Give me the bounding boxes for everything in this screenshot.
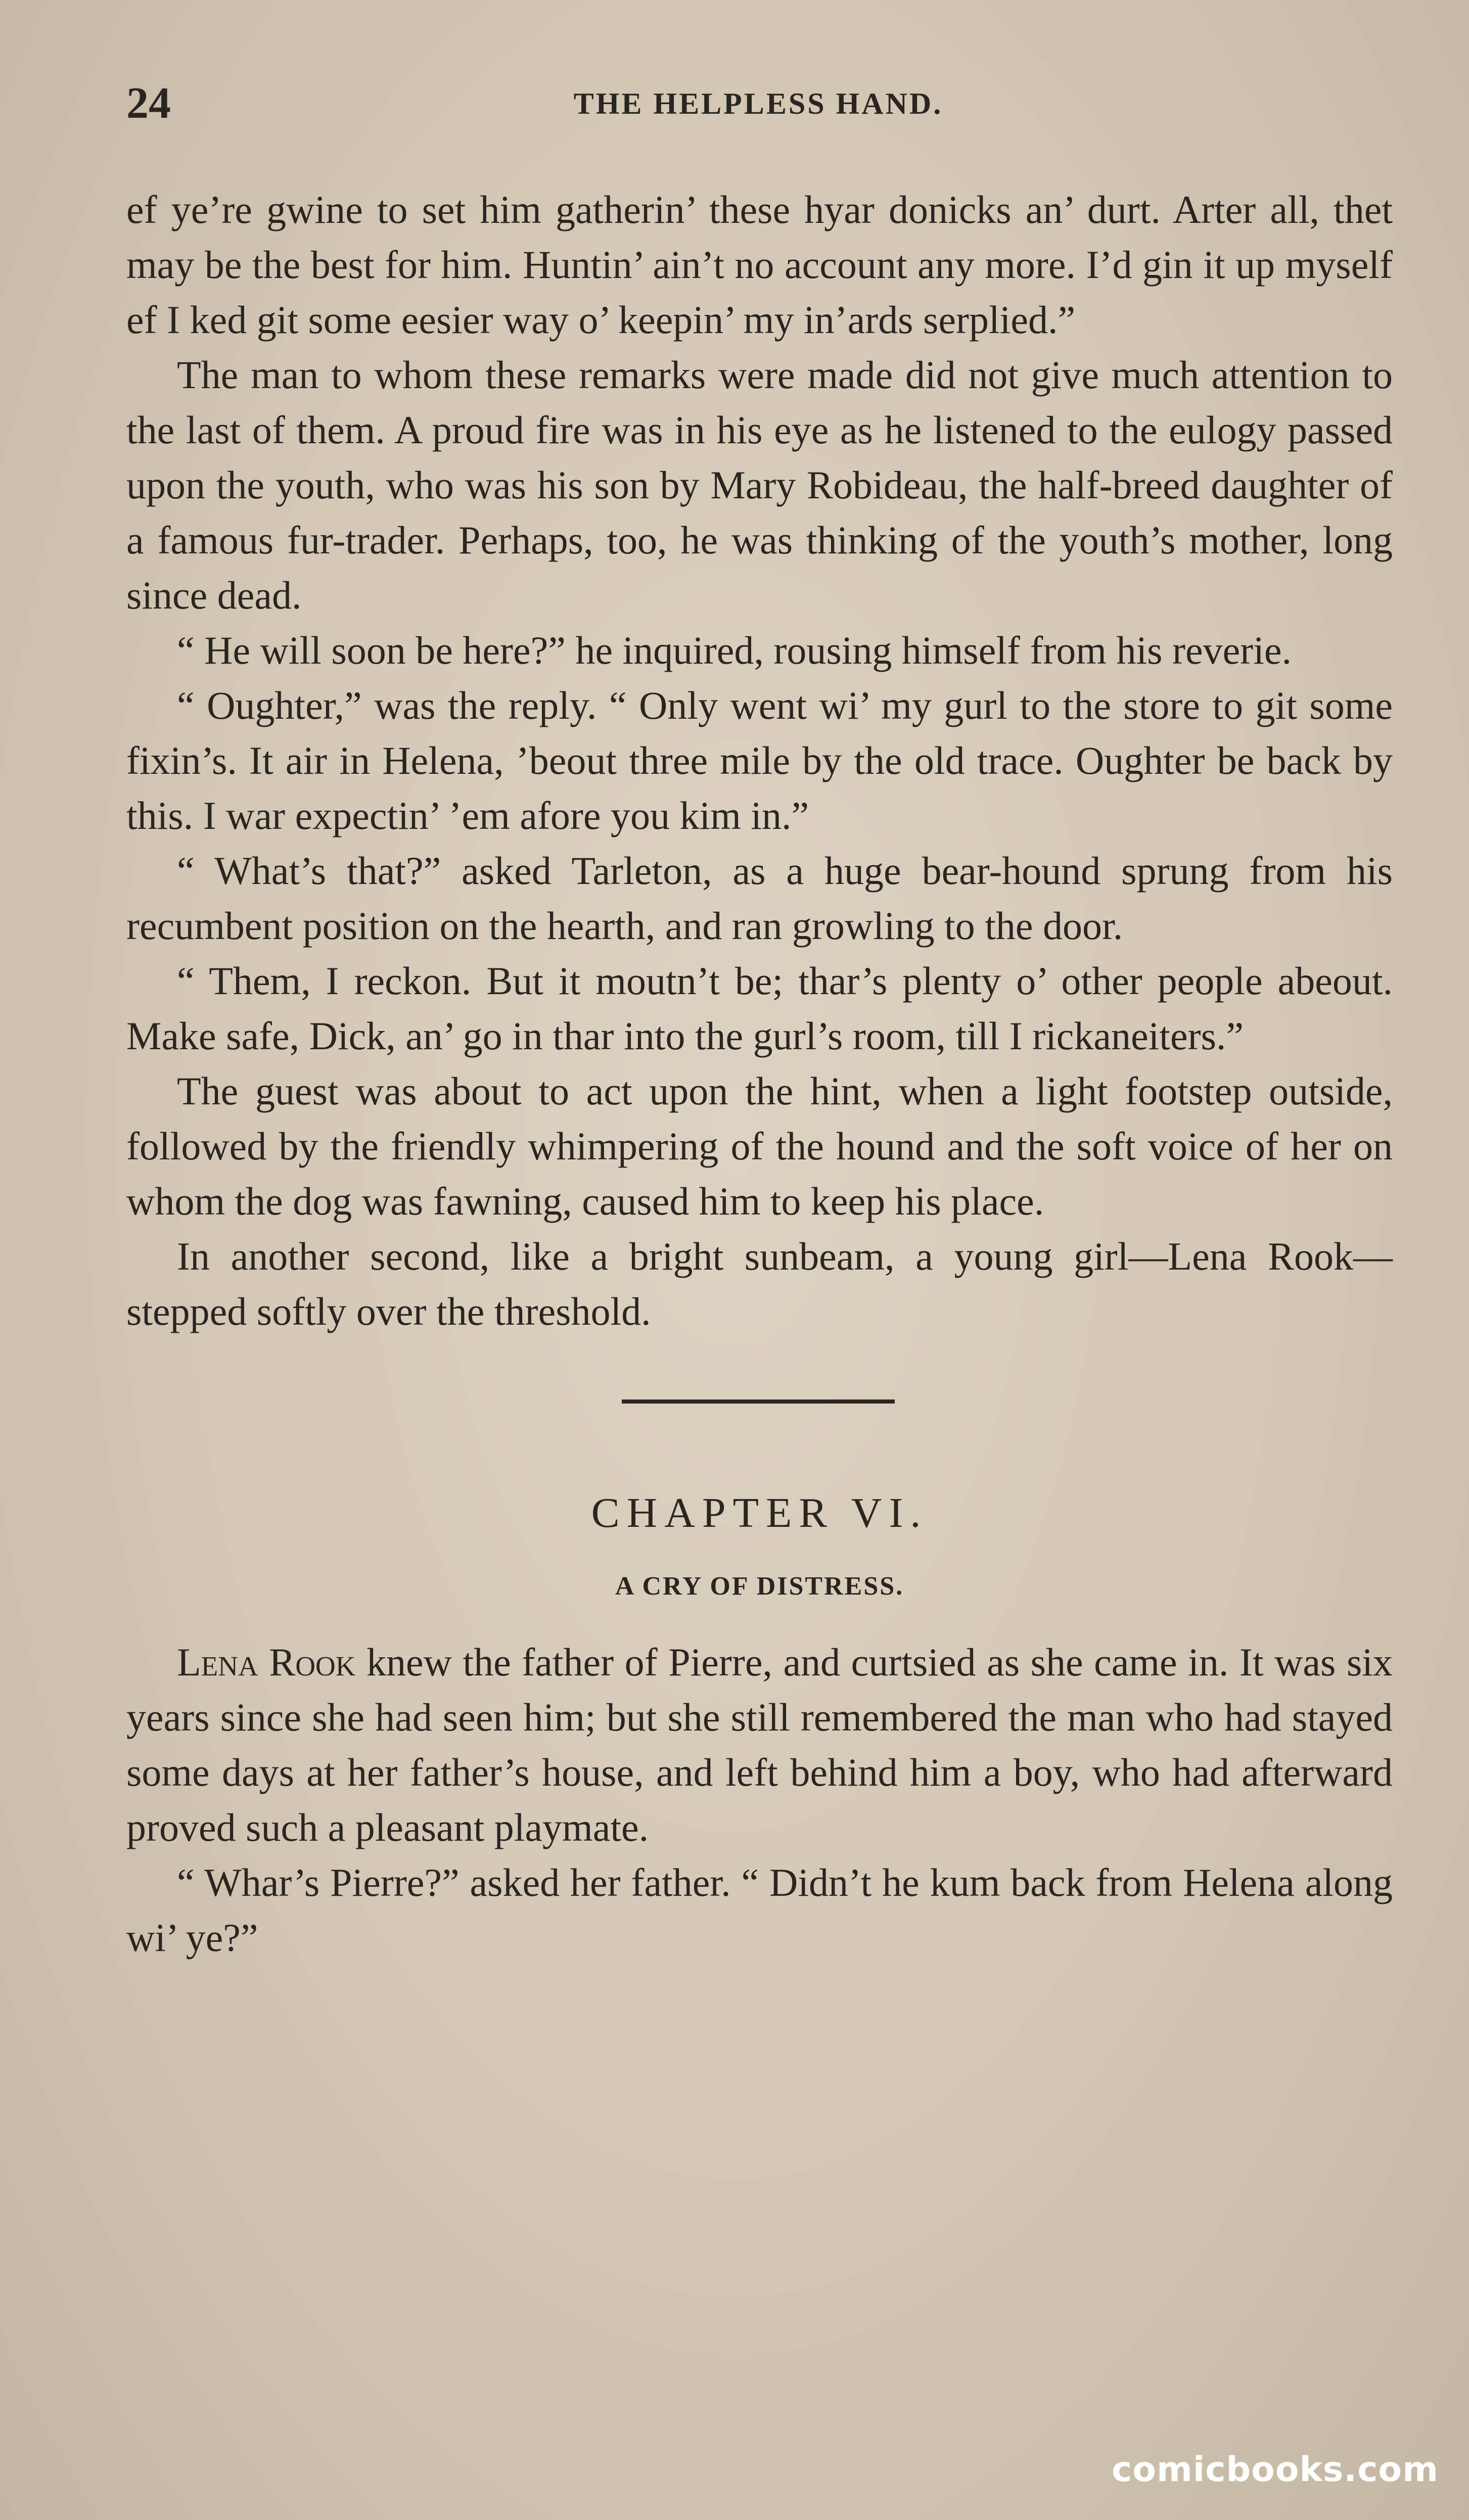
paragraph-8: In another second, like a bright sunbeam, a young girl—Lena Rook—stepped softly over the threshold.	[126, 1234, 1393, 1333]
chapter-subtitle: A CRY OF DISTRESS.	[615, 1572, 904, 1601]
paragraph-1: ef ye’re gwine to set him gatherin’ these hyar donicks an’ durt. Arter all, thet may be the best for him. Huntin’ ain’t no account any more. I’d gin it up myself ef I ked git some eesier way o’ keepin’ my in’ards serplied.”	[126, 188, 1393, 342]
paragraph-5: “ What’s that?” asked Tarleton, as a huge bear-hound sprung from his recumbent position on the hearth, and ran growling to the door.	[126, 849, 1393, 948]
chapter-title: CHAPTER VI.	[591, 1489, 928, 1536]
paragraph-7: The guest was about to act upon the hint, when a light footstep outside, followed by the friendly whimpering of the hound and the soft voice of her on whom the dog was fawning, caused him to keep his place.	[126, 1069, 1393, 1223]
paragraph-3: “ He will soon be here?” he inquired, rousing himself from his reverie.	[177, 628, 1292, 672]
body-text	[126, 182, 1393, 1965]
paragraph-6: “ Them, I reckon. But it moutn’t be; thar’s plenty o’ other people abeout. Make safe, Dick, an’ go in thar into the gurl’s room, till I rickaneiters.”	[126, 959, 1393, 1058]
chapter-paragraph-1-text: knew the father of Pierre, and curtsied as she came in. It was six years since she had seen him; but she still remembered the man who had stayed some days at her father’s house, and left behind him a boy, who had afterward proved such a pleasant playmate.	[126, 1640, 1393, 1849]
chapter-paragraph-2: “ Whar’s Pierre?” asked her father. “ Didn’t he kum back from Helena along wi’ ye?”	[126, 1860, 1393, 1959]
page-number: 24	[126, 79, 171, 128]
chapter-divider	[126, 1339, 1393, 1420]
chapter-lead-words: Lena Rook	[177, 1640, 356, 1684]
running-head: THE HELPLESS HAND.	[573, 87, 943, 120]
page-header	[126, 76, 1390, 131]
watermark-logo: comicbooks.com	[1111, 2450, 1439, 2490]
divider-rule	[622, 1399, 895, 1404]
chapter-paragraph-1	[126, 1635, 1393, 1855]
paragraph-4: “ Oughter,” was the reply. “ Only went wi’ my gurl to the store to git some fixin’s. It air in Helena, ’beout three mile by the old trace. Oughter be back by this. I war expectin’ ’em afore you kim in.”	[126, 683, 1393, 837]
paragraph-2: The man to whom these remarks were made did not give much attention to the last of them. A proud fire was in his eye as he listened to the eulogy passed upon the youth, who was his son by Mary Robideau, the half-breed daughter of a famous fur-trader. Perhaps, too, he was thinking of the youth’s mother, long since dead.	[126, 353, 1393, 617]
